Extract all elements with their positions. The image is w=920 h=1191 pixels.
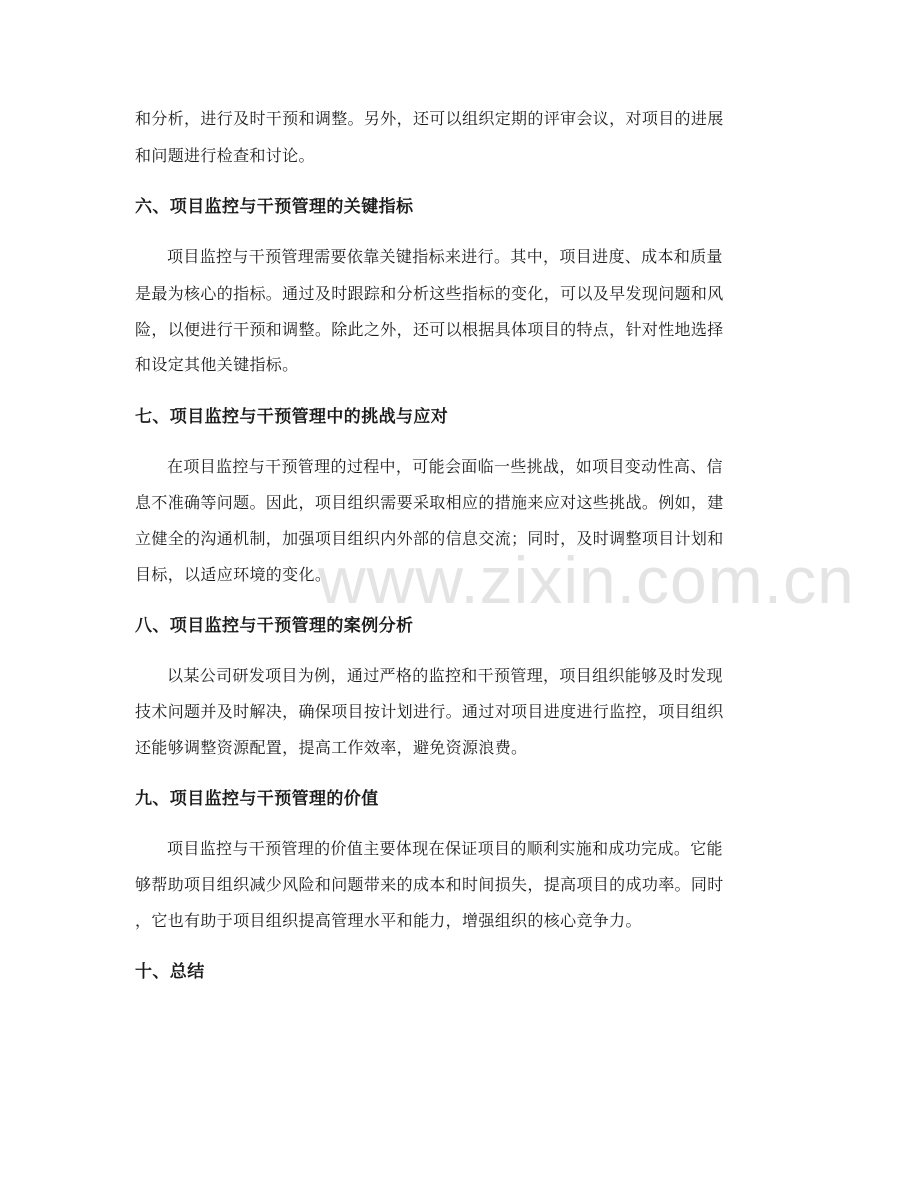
paragraph-line: 和问题进行检查和讨论。 <box>135 146 315 165</box>
paragraph-line: 项目监控与干预管理需要依靠关键指标来进行。其中，项目进度、成本和质量 <box>167 247 723 266</box>
paragraph-line: 项目监控与干预管理的价值主要体现在保证项目的顺利实施和成功完成。它能 <box>167 839 723 858</box>
paragraph-line: 息不准确等问题。因此，项目组织需要采取相应的措施来应对这些挑战。例如，建 <box>135 493 724 512</box>
paragraph-line: 和设定其他关键指标。 <box>135 355 299 374</box>
paragraph-line: 技术问题并及时解决，确保项目按计划进行。通过对项目进度进行监控，项目组织 <box>135 702 724 721</box>
paragraph-line: 是最为核心的指标。通过及时跟踪和分析这些指标的变化，可以及早发现问题和风 <box>135 284 724 303</box>
watermark: www.zixin.com.cn <box>318 543 855 617</box>
paragraph-line: 还能够调整资源配置，提高工作效率，避免资源浪费。 <box>135 738 528 757</box>
section-heading-6: 六、项目监控与干预管理的关键指标 <box>135 197 414 217</box>
paragraph-line: ，它也有助于项目组织提高管理水平和能力，增强组织的核心竞争力。 <box>135 911 642 930</box>
section-heading-10: 十、总结 <box>135 962 205 982</box>
section-heading-7: 七、项目监控与干预管理中的挑战与应对 <box>135 407 449 427</box>
section-heading-9: 九、项目监控与干预管理的价值 <box>135 789 379 809</box>
section-heading-8: 八、项目监控与干预管理的案例分析 <box>135 616 414 636</box>
paragraph-line: 在项目监控与干预管理的过程中，可能会面临一些挑战，如项目变动性高、信 <box>167 457 723 476</box>
paragraph-line: 和分析，进行及时干预和调整。另外，还可以组织定期的评审会议，对项目的进展 <box>135 109 724 128</box>
paragraph-line: 目标，以适应环境的变化。 <box>135 565 332 584</box>
paragraph-line: 够帮助项目组织减少风险和问题带来的成本和时间损失，提高项目的成功率。同时 <box>135 875 724 894</box>
paragraph-line: 险，以便进行干预和调整。除此之外，还可以根据具体项目的特点，针对性地选择 <box>135 320 724 339</box>
paragraph-line: 立健全的沟通机制，加强项目组织内外部的信息交流；同时，及时调整项目计划和 <box>135 529 724 548</box>
paragraph-line: 以某公司研发项目为例，通过严格的监控和干预管理，项目组织能够及时发现 <box>167 666 723 685</box>
